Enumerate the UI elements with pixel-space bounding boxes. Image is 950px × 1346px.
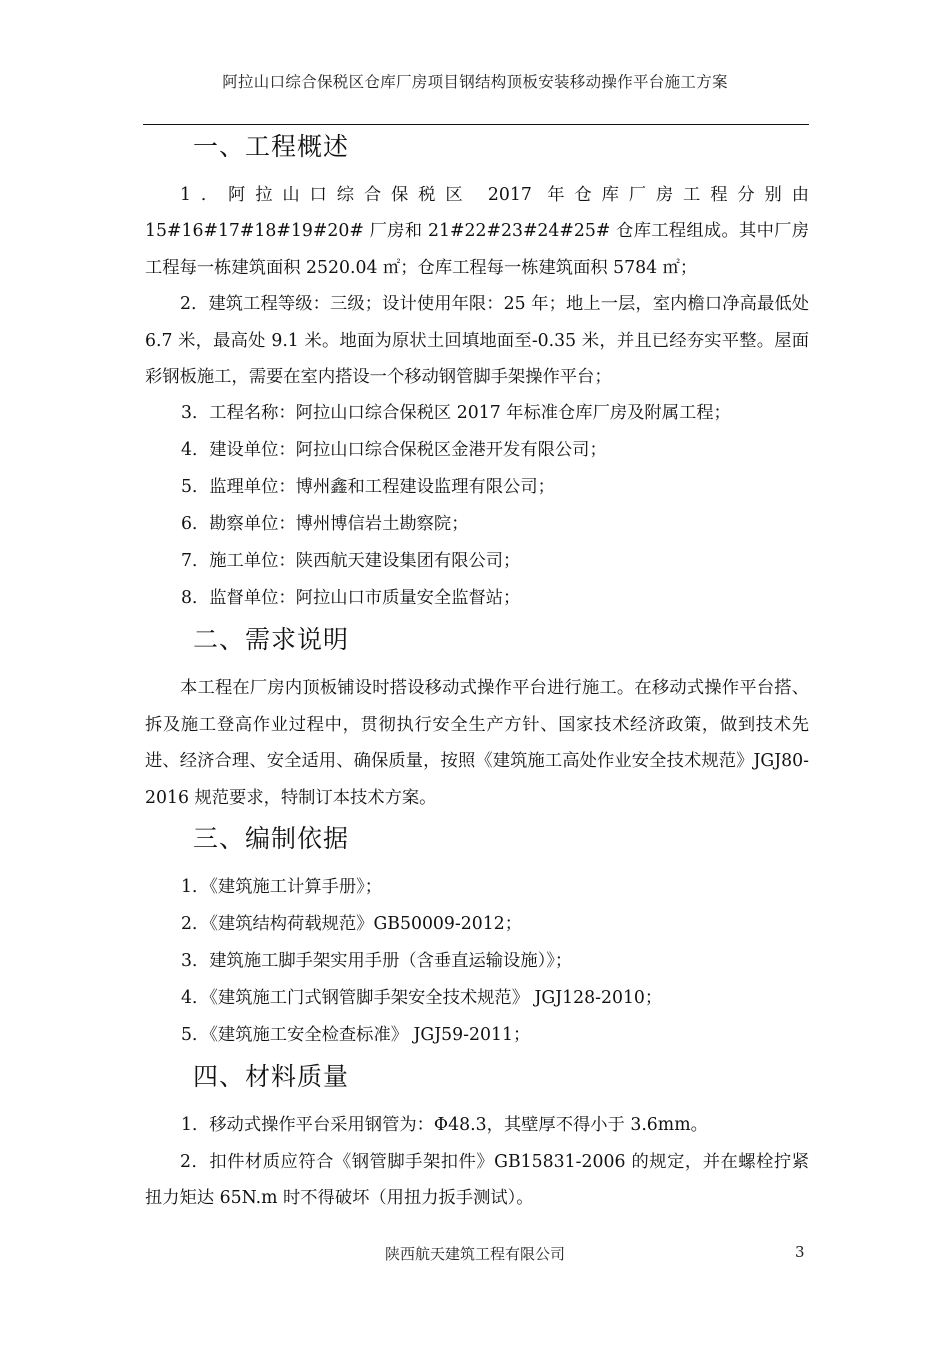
basis-item-3: 3．建筑施工脚手架实用手册（含垂直运输设施）》； (181, 951, 573, 972)
basis-item-1: 1．《建筑施工计算手册》； (181, 877, 383, 898)
footer-company-name: 陕西航天建筑工程有限公司 (384, 1245, 565, 1263)
section-heading-materials: 四、材料质量 (193, 1062, 350, 1092)
section-heading-overview: 一、工程概述 (193, 132, 350, 161)
overview-item-1: 1．阿拉山口综合保税区 2017 年仓库厂房工程分别由 15#16#17#18#19#20# 厂房和 21#22#23#24#25# 仓库工程组成。其中厂房工程每一栋建筑面积 2520.04 ㎡；仓库工程每一栋建筑面积 5784 ㎡； (145, 185, 809, 278)
document-body (145, 124, 809, 1217)
page-header-title: 阿拉山口综合保税区仓库厂房项目钢结构顶板安装移动操作平台施工方案 (222, 73, 728, 91)
overview-item-6: 6．勘察单位：博州博信岩土勘察院； (181, 514, 469, 535)
overview-item-7: 7．施工单位：陕西航天建设集团有限公司； (181, 551, 521, 572)
requirements-paragraph: 本工程在厂房内顶板铺设时搭设移动式操作平台进行施工。在移动式操作平台搭、拆及施工登高作业过程中，贯彻执行安全生产方针、国家技术经济政策，做到技术先进、经济合理、安全适用、确保质量，按照《建筑施工高处作业安全技术规范》JGJ80-2016 规范要求，特制订本技术方案。 (145, 678, 809, 808)
basis-item-5: 5．《建筑施工安全检查标准》 JGJ59-2011； (181, 1025, 531, 1046)
overview-item-5: 5．监理单位：博州鑫和工程建设监理有限公司； (181, 477, 555, 498)
overview-item-4: 4．建设单位：阿拉山口综合保税区金港开发有限公司； (181, 440, 607, 461)
basis-item-4: 4．《建筑施工门式钢管脚手架安全技术规范》 JGJ128-2010； (181, 988, 663, 1009)
materials-item-2: 2．扣件材质应符合《钢管脚手架扣件》GB15831-2006 的规定，并在螺栓拧紧扭力矩达 65N.m 时不得破坏（用扭力扳手测试）。 (145, 1152, 809, 1209)
basis-item-2: 2．《建筑结构荷载规范》GB50009-2012； (181, 914, 523, 935)
page-number: 3 (795, 1243, 805, 1261)
section-heading-basis: 三、编制依据 (193, 824, 350, 854)
materials-item-1: 1．移动式操作平台采用钢管为：Φ48.3，其壁厚不得小于 3.6mm。 (181, 1115, 708, 1136)
section-heading-requirements: 二、需求说明 (193, 625, 350, 655)
overview-item-8: 8．监督单位：阿拉山口市质量安全监督站； (181, 588, 521, 609)
overview-item-3: 3．工程名称：阿拉山口综合保税区 2017 年标准仓库厂房及附属工程； (181, 403, 731, 424)
overview-item-2: 2．建筑工程等级：三级；设计使用年限：25 年；地上一层，室内檐口净高最低处 6.7 米，最高处 9.1 米。地面为原状土回填地面至-0.35 米，并且已经夯实平整。屋面彩钢板施工，需要在室内搭设一个移动钢管脚手架操作平台； (145, 294, 809, 388)
